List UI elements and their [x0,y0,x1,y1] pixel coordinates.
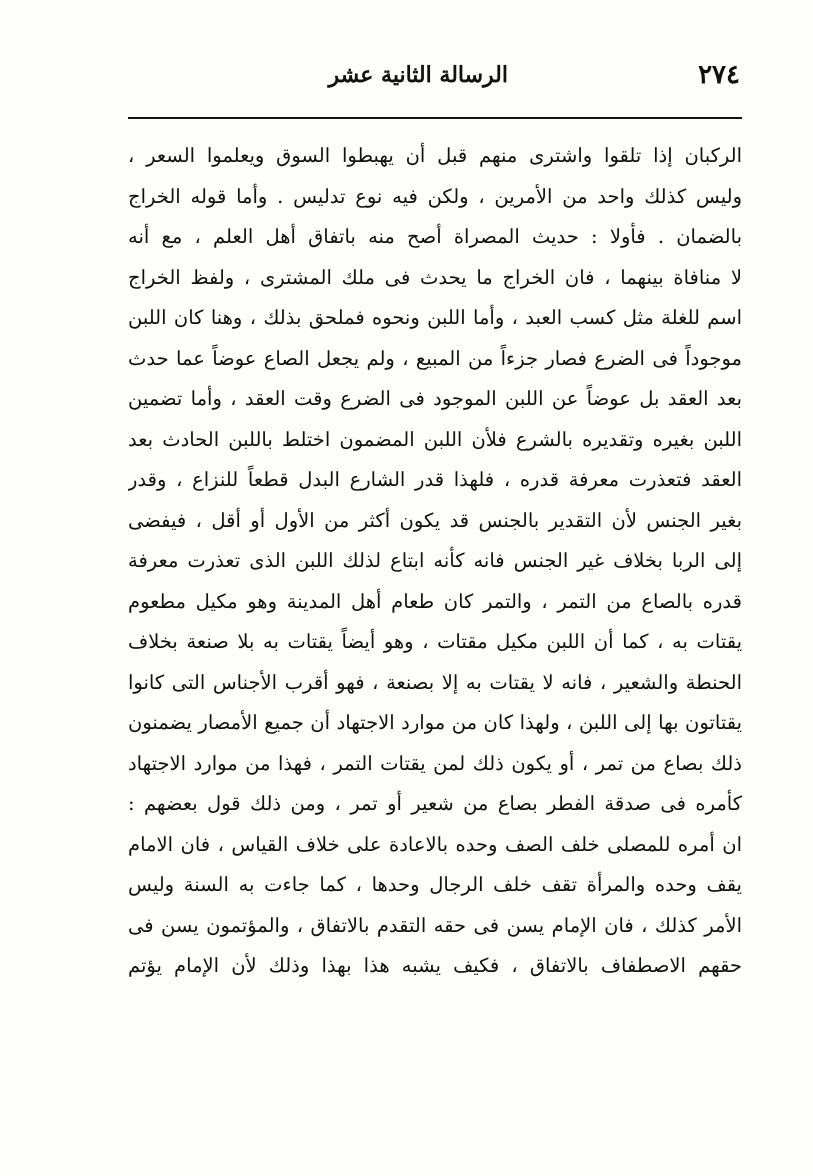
text-line: لا منافاة بينهما ، فان الخراج ما يحدث فى ملك المشترى ، ولفظ الخراج [128,265,742,289]
text-line: يقتاتون بها إلى اللبن ، ولهذا كان من موارد الاجتهاد أن جميع الأمصار يضمنون [128,711,742,734]
text-line: يقتات به ، كما أن اللبن مكيل مقتات ، وهو أيضاً يقتات به بلا صنعة بخلاف [128,630,742,653]
text-line: اللبن بغيره وتقديره بالشرع فلأن اللبن المضمون اختلط باللبن الحادث بعد [128,427,742,451]
text-line: الركبان إذا تلقوا واشترى منهم قبل أن يهبطوا السوق ويعلموا السعر ، [128,144,742,167]
running-title: الرسالة الثانية عشر [328,62,508,88]
text-line: وليس كذلك واحد من الأمرين ، ولكن فيه نوع تدليس . وأما قوله الخراج [128,184,742,208]
text-line: يقف وحده والمرأة تقف خلف الرجال وحدها ، كما جاءت به السنة وليس [128,873,742,896]
text-line: اسم للغلة مثل كسب العبد ، وأما اللبن ونحوه فملحق بذلك ، وهنا كان اللبن [128,306,742,329]
text-line: الأمر كذلك ، فان الإمام يسن فى حقه التقدم بالاتفاق ، والمؤتمون يسن فى [128,913,742,937]
page-number: ٢٧٤ [698,60,740,90]
text-line: ذلك بصاع من تمر ، أو يكون ذلك لمن يقتات التمر ، فهذا من موارد الاجتهاد [128,751,742,775]
header-divider [128,117,742,119]
text-line: حقهم الاصطفاف بالاتفاق ، فكيف يشبه هذا بهذا وذلك لأن الإمام يؤتم [128,954,742,977]
text-line: الحنطة والشعير ، فانه لا يقتات به إلا بصنعة ، فهو أقرب الأجناس التى كانوا [128,670,742,694]
page-header [128,58,740,106]
text-line: العقد فتعذرت معرفة قدره ، فلهذا قدر الشارع البدل قطعاً للنزاع ، وقدر [128,468,742,491]
text-line: ان أمره للمصلى خلف الصف وحده بالاعادة على خلاف القياس ، فان الامام [128,832,742,856]
text-line: موجوداً فى الضرع فصار جزءاً من المبيع ، ولم يجعل الصاع عوضاً عما حدث [128,346,742,370]
text-line: بعد العقد بل عوضاً عن اللبن الموجود فى الضرع وقت العقد ، وأما تضمين [128,387,742,410]
text-line: كأمره فى صدقة الفطر بصاع من شعير أو تمر ، ومن ذلك قول بعضهم : [128,792,742,815]
text-line: إلى الربا بخلاف غير الجنس فانه كأنه ابتاع لذلك اللبن الذى تعذرت معرفة [128,549,742,572]
text-line: بالضمان . فأولا : حديث المصراة أصح منه باتفاق أهل العلم ، مع أنه [128,225,742,248]
text-line: قدره بالصاع من التمر ، والتمر كان طعام أهل المدينة وهو مكيل مطعوم [128,589,742,613]
body-text [128,136,742,987]
text-line: بغير الجنس لأن التقدير بالجنس قد يكون أكثر من الأول أو أقل ، فيفضى [128,508,742,532]
